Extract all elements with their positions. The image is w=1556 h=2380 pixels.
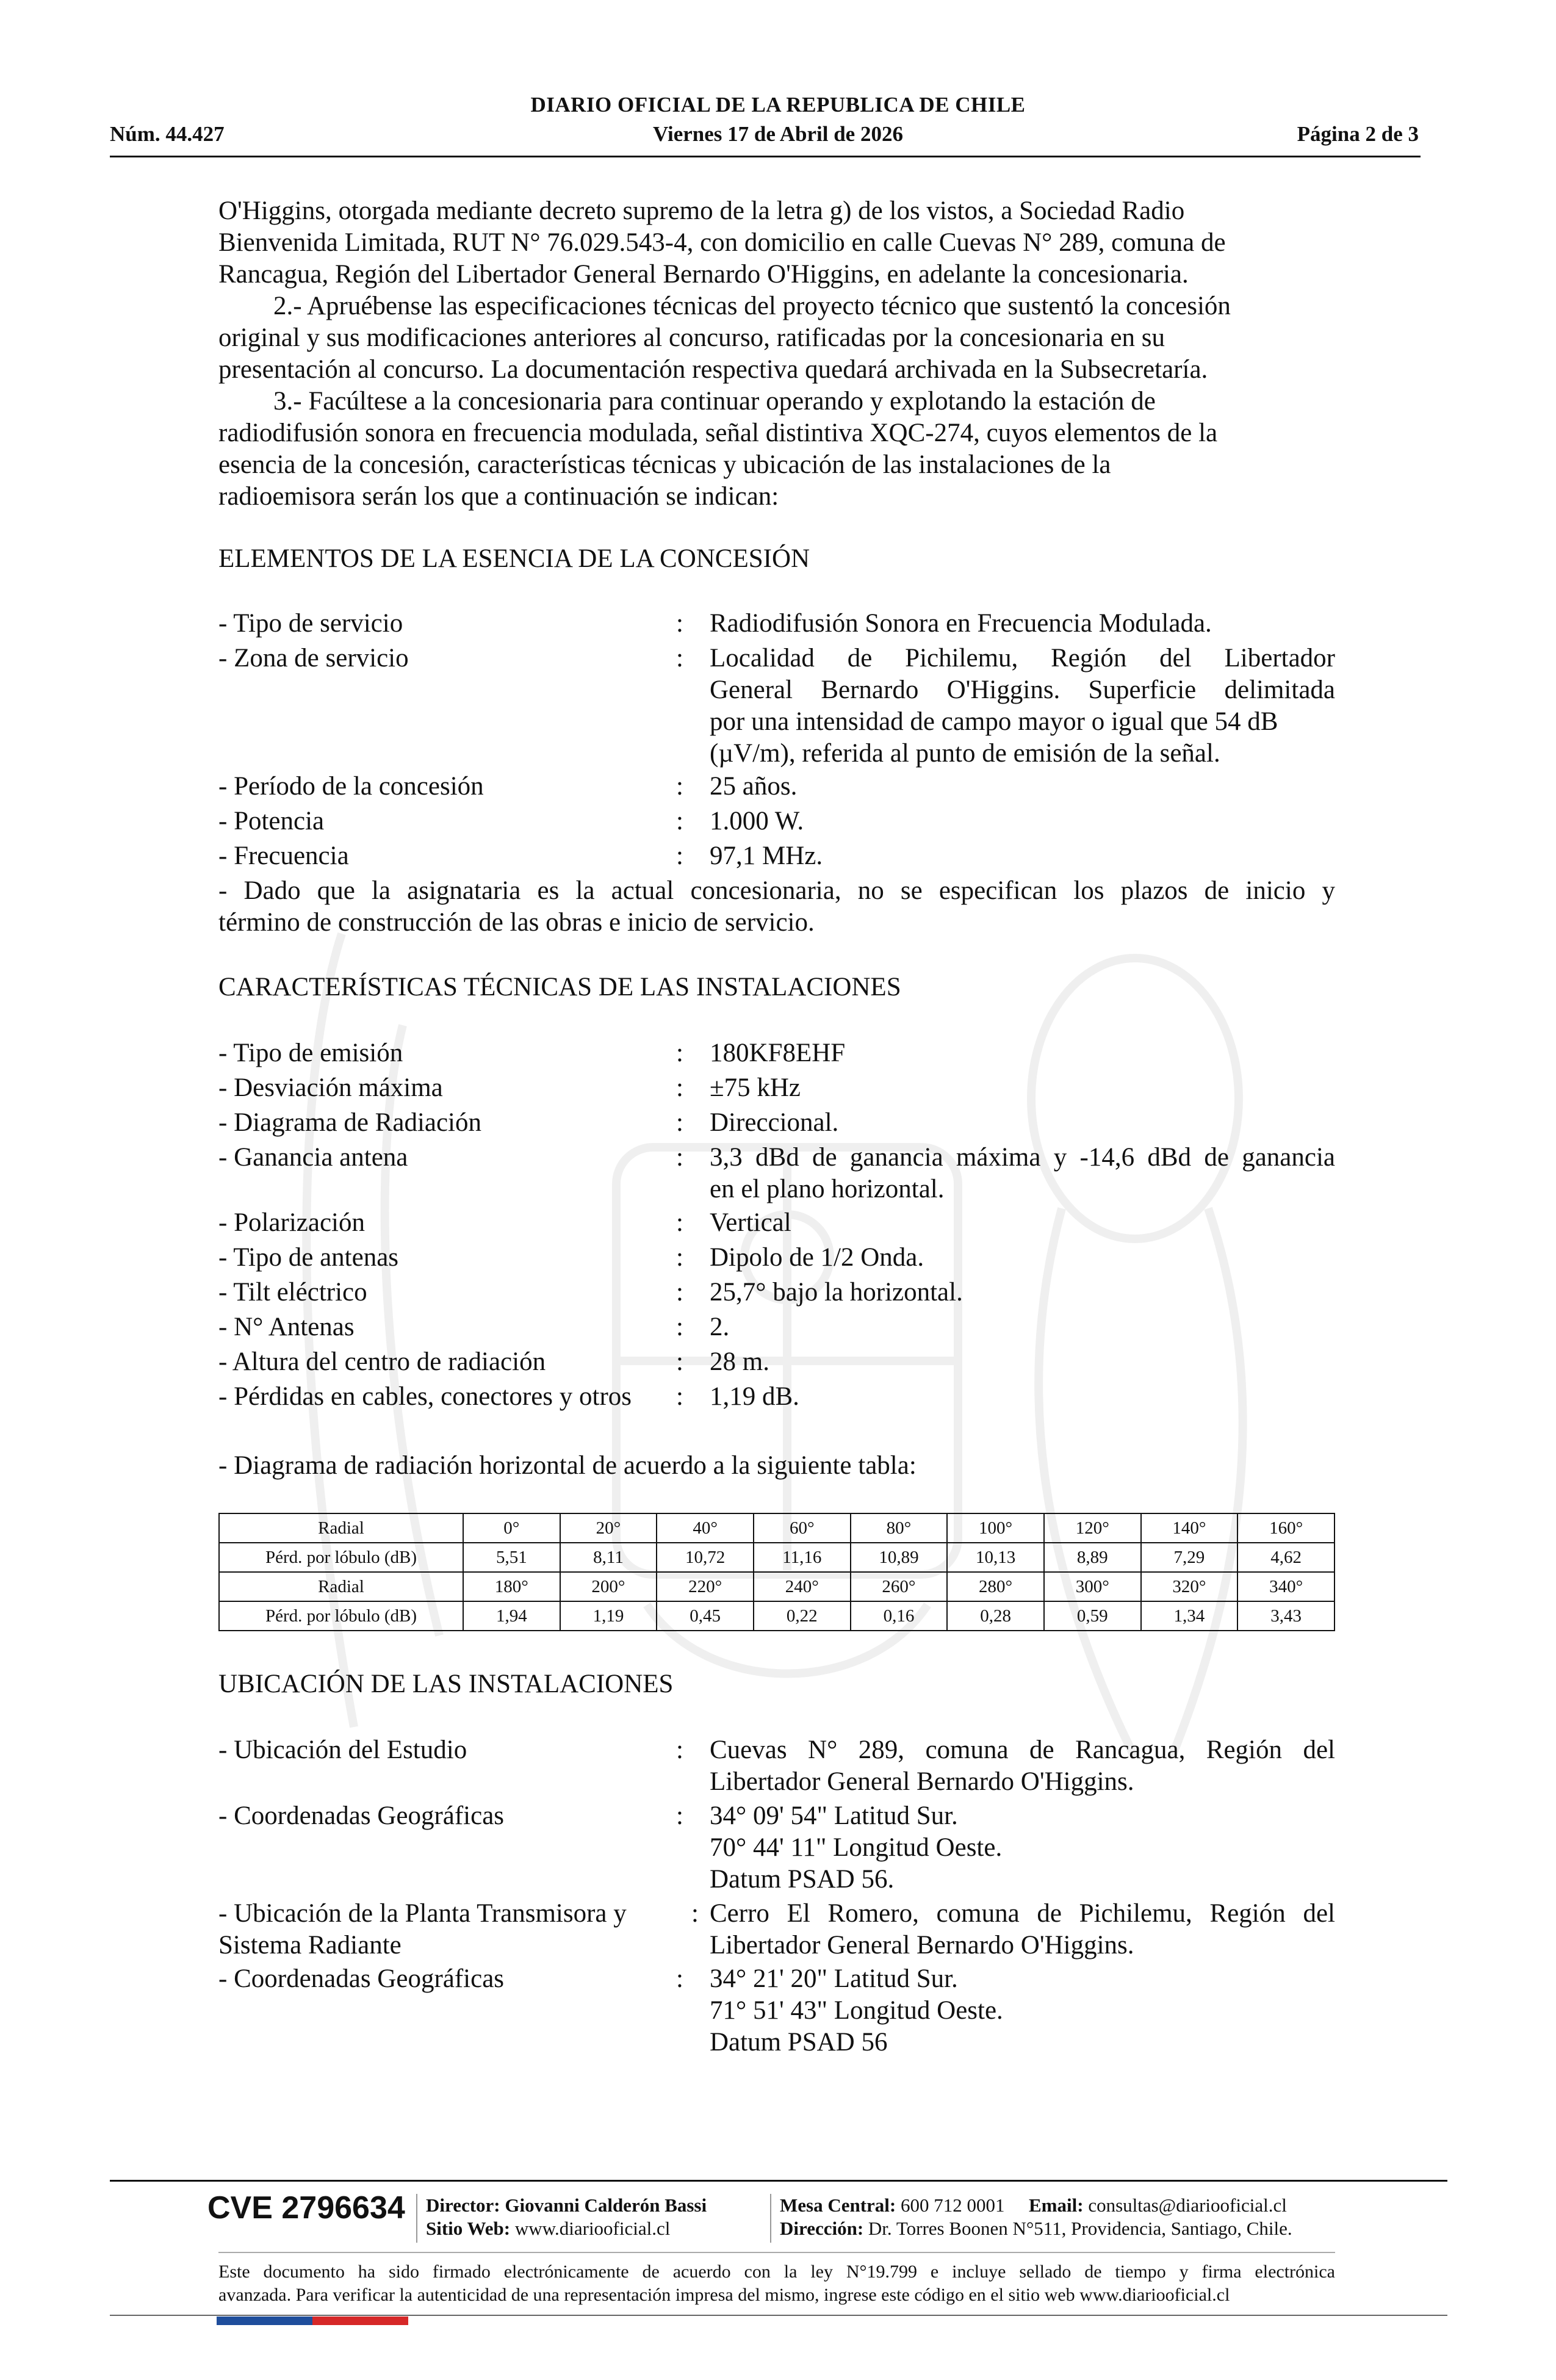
item-label: - Diagrama de Radiación	[218, 1108, 482, 1137]
esencia-item-potencia	[218, 806, 1335, 837]
footer-bottom-rule	[110, 2315, 1447, 2316]
item-value: 25 años.	[710, 772, 798, 801]
flag-stripe-blue	[217, 2317, 312, 2325]
item-label: - Ganancia antena	[218, 1143, 408, 1172]
item-label: - Desviación máxima	[218, 1073, 443, 1102]
legal-notice-line-1: Este documento ha sido firmado electrónicamente de acuerdo con la ley N°19.799 e incluye sellado de tiempo y firma electrónica	[218, 2262, 1335, 2282]
table-cell: 8,11	[560, 1543, 657, 1572]
item-value: Vertical	[710, 1208, 791, 1237]
location-item-coordenadas-estudio	[218, 1800, 1335, 1895]
address-label: Dirección:	[780, 2218, 864, 2239]
item-colon: :	[676, 807, 683, 835]
item-label: - Frecuencia	[218, 842, 349, 870]
table-cell: 0,28	[947, 1601, 1044, 1631]
text-line: O'Higgins, otorgada mediante decreto supremo de la letra g) de los vistos, a Sociedad Radio	[218, 197, 1185, 225]
item-colon: :	[676, 1278, 683, 1307]
item-label: - Zona de servicio	[218, 644, 409, 673]
intro-paragraph-2	[218, 290, 1335, 386]
section-heading-ubicacion: UBICACIÓN DE LAS INSTALACIONES	[218, 1670, 674, 1698]
table-cell: 11,16	[754, 1543, 851, 1572]
table-cell: 1,19	[560, 1601, 657, 1631]
item-value: 97,1 MHz.	[710, 842, 823, 870]
item-value: Dipolo de 1/2 Onda.	[710, 1243, 924, 1272]
table-cell: 10,13	[947, 1543, 1044, 1572]
tech-item-altura	[218, 1346, 1335, 1378]
esencia-item-periodo	[218, 771, 1335, 802]
section-heading-esencia: ELEMENTOS DE LA ESENCIA DE LA CONCESIÓN	[218, 544, 810, 573]
label-line: - Ubicación de la Planta Transmisora y	[218, 1899, 627, 1928]
table-row-header: Radial	[219, 1572, 463, 1601]
item-colon: :	[676, 1073, 683, 1102]
table-cell: 20°	[560, 1513, 657, 1543]
footer-contact	[780, 2194, 1287, 2217]
table-cell: 7,29	[1141, 1543, 1238, 1572]
item-label: - Tipo de antenas	[218, 1243, 399, 1272]
tech-item-diagrama	[218, 1107, 1335, 1139]
item-label: - Ubicación del Estudio	[218, 1736, 467, 1764]
text-line: Rancagua, Región del Libertador General Bernardo O'Higgins, en adelante la concesionaria.	[218, 260, 1189, 289]
text-line: original y sus modificaciones anteriores al concurso, ratificadas por la concesionaria en su	[218, 323, 1165, 352]
table-row	[219, 1543, 1334, 1572]
value-line: Datum PSAD 56	[710, 2028, 888, 2057]
tech-item-desviacion	[218, 1072, 1335, 1104]
table-cell: 200°	[560, 1572, 657, 1601]
intro-paragraph-1	[218, 195, 1335, 290]
table-cell: 5,51	[463, 1543, 560, 1572]
text-line: radiodifusión sonora en frecuencia modulada, señal distintiva XQC-274, cuyos elementos de la	[218, 419, 1218, 447]
table-cell: 60°	[754, 1513, 851, 1543]
tech-item-ganancia	[218, 1142, 1335, 1205]
table-cell: 0,45	[657, 1601, 754, 1631]
email-label: Email:	[1029, 2194, 1084, 2216]
item-value: Radiodifusión Sonora en Frecuencia Modulada.	[710, 609, 1212, 638]
item-label: - Potencia	[218, 807, 325, 835]
value-line: Libertador General Bernardo O'Higgins.	[710, 1767, 1134, 1796]
tech-item-perdidas	[218, 1381, 1335, 1413]
tech-item-tilt	[218, 1277, 1335, 1308]
item-value	[710, 1898, 1335, 1961]
item-colon: :	[676, 1108, 683, 1137]
table-cell: 340°	[1237, 1572, 1334, 1601]
esencia-item-zona-servicio	[218, 643, 1335, 770]
table-cell: 10,89	[851, 1543, 948, 1572]
footer-address	[780, 2217, 1292, 2240]
item-colon: :	[676, 1313, 683, 1341]
diagram-intro: - Diagrama de radiación horizontal de acuerdo a la siguiente tabla:	[218, 1451, 917, 1480]
table-cell: 0°	[463, 1513, 560, 1543]
director-label: Director:	[426, 2194, 500, 2216]
item-colon: :	[676, 1736, 683, 1764]
item-colon: :	[676, 842, 683, 870]
table-cell: 280°	[947, 1572, 1044, 1601]
table-cell: 140°	[1141, 1513, 1238, 1543]
item-colon: :	[676, 1801, 683, 1830]
item-value: 180KF8EHF	[710, 1039, 846, 1067]
item-value: Direccional.	[710, 1108, 839, 1137]
location-item-planta	[218, 1898, 1335, 1961]
text-line: Bienvenida Limitada, RUT N° 76.029.543-4, con domicilio en calle Cuevas N° 289, comuna de	[218, 228, 1226, 257]
address-value: Dr. Torres Boonen N°511, Providencia, Santiago, Chile.	[868, 2218, 1292, 2239]
tech-item-n-antenas	[218, 1311, 1335, 1343]
table-cell: 0,22	[754, 1601, 851, 1631]
flag-stripe-red	[312, 2317, 408, 2325]
table-cell: 220°	[657, 1572, 754, 1601]
item-label	[218, 1898, 688, 1961]
item-colon: :	[676, 1243, 683, 1272]
text-line: presentación al concurso. La documentación respectiva quedará archivada en la Subsecretaría.	[218, 355, 1208, 384]
footer-separator	[416, 2194, 417, 2243]
item-label: - Coordenadas Geográficas	[218, 1801, 505, 1830]
value-line: 34° 21' 20" Latitud Sur.	[710, 1964, 958, 1993]
value-line: Localidad de Pichilemu, Región del Libertador	[710, 644, 1335, 673]
text-line: término de construcción de las obras e inicio de servicio.	[218, 908, 815, 937]
item-label: - Tipo de servicio	[218, 609, 403, 638]
item-value	[710, 1142, 1335, 1205]
tech-item-tipo-antenas	[218, 1242, 1335, 1274]
item-label: - Polarización	[218, 1208, 365, 1237]
text-line: 3.- Facúltese a la concesionaria para continuar operando y explotando la estación de	[273, 387, 1156, 416]
table-row-header: Pérd. por lóbulo (dB)	[219, 1601, 463, 1631]
esencia-item-tipo-servicio	[218, 608, 1335, 640]
table-row	[219, 1572, 1334, 1601]
item-label: - Coordenadas Geográficas	[218, 1964, 505, 1993]
table-cell: 1,94	[463, 1601, 560, 1631]
value-line: por una intensidad de campo mayor o igual que 54 dB	[710, 707, 1278, 736]
item-label: - Período de la concesión	[218, 772, 484, 801]
item-value	[710, 1800, 1335, 1895]
issue-number: Núm. 44.427	[110, 122, 225, 146]
table-cell: 120°	[1044, 1513, 1141, 1543]
item-value: 28 m.	[710, 1347, 769, 1376]
table-cell: 8,89	[1044, 1543, 1141, 1572]
footer-website	[426, 2217, 670, 2240]
table-cell: 240°	[754, 1572, 851, 1601]
item-label: - Altura del centro de radiación	[218, 1347, 546, 1376]
item-value: 1.000 W.	[710, 807, 804, 835]
section-heading-caracteristicas: CARACTERÍSTICAS TÉCNICAS DE LAS INSTALACIONES	[218, 973, 901, 1001]
table-cell: 160°	[1237, 1513, 1334, 1543]
item-value: 25,7° bajo la horizontal.	[710, 1278, 963, 1307]
item-colon: :	[676, 1143, 683, 1172]
text-line: radioemisora serán los que a continuación se indican:	[218, 482, 779, 511]
value-line: Libertador General Bernardo O'Higgins.	[710, 1931, 1134, 1960]
footer-separator	[770, 2194, 771, 2243]
intro-paragraph-3	[218, 386, 1335, 513]
table-cell: 300°	[1044, 1572, 1141, 1601]
item-value	[710, 1963, 1335, 2058]
table-cell: 10,72	[657, 1543, 754, 1572]
table-row-header: Radial	[219, 1513, 463, 1543]
issue-date: Viernes 17 de Abril de 2026	[653, 122, 903, 146]
value-line: 71° 51' 43" Longitud Oeste.	[710, 1996, 1003, 2025]
legal-notice-line-2: avanzada. Para verificar la autenticidad de una representación impresa del mismo, ingrese este código en el sitio web www.diariooficial.cl	[218, 2285, 1230, 2305]
value-line: General Bernardo O'Higgins. Superficie delimitada	[710, 676, 1335, 704]
table-cell: 1,34	[1141, 1601, 1238, 1631]
value-line: en el plano horizontal.	[710, 1175, 945, 1203]
esencia-item-frecuencia	[218, 840, 1335, 872]
item-label: - Pérdidas en cables, conectores y otros	[218, 1382, 632, 1411]
table-cell: 100°	[947, 1513, 1044, 1543]
table-cell: 4,62	[1237, 1543, 1334, 1572]
item-value: 1,19 dB.	[710, 1382, 799, 1411]
item-colon: :	[676, 1039, 683, 1067]
table-cell: 40°	[657, 1513, 754, 1543]
label-line: Sistema Radiante	[218, 1931, 402, 1960]
item-colon: :	[676, 772, 683, 801]
table-cell: 320°	[1141, 1572, 1238, 1601]
text-line: - Dado que la asignataria es la actual concesionaria, no se especifican los plazos de inicio y	[218, 876, 1335, 905]
phone-number: 600 712 0001	[901, 2194, 1005, 2216]
cve-code: CVE 2796634	[207, 2190, 405, 2226]
table-cell: 0,59	[1044, 1601, 1141, 1631]
table-row	[219, 1513, 1334, 1543]
text-line: 2.- Apruébense las especificaciones técnicas del proyecto técnico que sustentó la concesión	[273, 292, 1231, 320]
item-colon: :	[676, 1347, 683, 1376]
header-divider	[110, 156, 1421, 157]
phone-label: Mesa Central:	[780, 2194, 896, 2216]
table-cell: 180°	[463, 1572, 560, 1601]
table-cell: 3,43	[1237, 1601, 1334, 1631]
value-line: 3,3 dBd de ganancia máxima y -14,6 dBd de ganancia	[710, 1143, 1335, 1172]
website-link[interactable]: www.diariooficial.cl	[514, 2218, 671, 2239]
table-row-header: Pérd. por lóbulo (dB)	[219, 1543, 463, 1572]
esencia-note	[218, 875, 1335, 939]
tech-item-tipo-emision	[218, 1037, 1335, 1069]
newspaper-title: DIARIO OFICIAL DE LA REPUBLICA DE CHILE	[530, 93, 1026, 117]
value-line: 70° 44' 11" Longitud Oeste.	[710, 1833, 1003, 1862]
footer-director	[426, 2194, 707, 2217]
item-value	[710, 643, 1335, 770]
radiation-table	[218, 1513, 1335, 1631]
item-colon: :	[676, 1208, 683, 1237]
tech-item-polarizacion	[218, 1207, 1335, 1239]
value-line: Datum PSAD 56.	[710, 1865, 895, 1894]
item-label: - Tilt eléctrico	[218, 1278, 367, 1307]
email-link[interactable]: consultas@diariooficial.cl	[1088, 2194, 1287, 2216]
item-colon: :	[676, 1382, 683, 1411]
item-label: - N° Antenas	[218, 1313, 355, 1341]
director-name: Giovanni Calderón Bassi	[505, 2194, 707, 2216]
table-cell: 80°	[851, 1513, 948, 1543]
item-value	[710, 1734, 1335, 1798]
item-colon: :	[676, 644, 683, 673]
footer-divider-secondary	[218, 2252, 1335, 2253]
item-value: ±75 kHz	[710, 1073, 801, 1102]
location-item-coordenadas-planta	[218, 1963, 1335, 2058]
table-cell: 260°	[851, 1572, 948, 1601]
location-item-estudio	[218, 1734, 1335, 1798]
text-line: esencia de la concesión, características técnicas y ubicación de las instalaciones de la	[218, 450, 1111, 479]
item-colon: :	[676, 609, 683, 638]
item-value: 2.	[710, 1313, 730, 1341]
value-line: (µV/m), referida al punto de emisión de la señal.	[710, 739, 1220, 768]
table-cell: 0,16	[851, 1601, 948, 1631]
value-line: Cerro El Romero, comuna de Pichilemu, Región del	[710, 1899, 1335, 1928]
item-colon: :	[691, 1899, 699, 1928]
item-label: - Tipo de emisión	[218, 1039, 403, 1067]
footer-divider	[110, 2180, 1447, 2182]
website-label: Sitio Web:	[426, 2218, 511, 2239]
value-line: Cuevas N° 289, comuna de Rancagua, Región del	[710, 1736, 1335, 1764]
value-line: 34° 09' 54" Latitud Sur.	[710, 1801, 958, 1830]
item-colon: :	[676, 1964, 683, 1993]
table-row	[219, 1601, 1334, 1631]
page-indicator: Página 2 de 3	[1297, 122, 1419, 146]
